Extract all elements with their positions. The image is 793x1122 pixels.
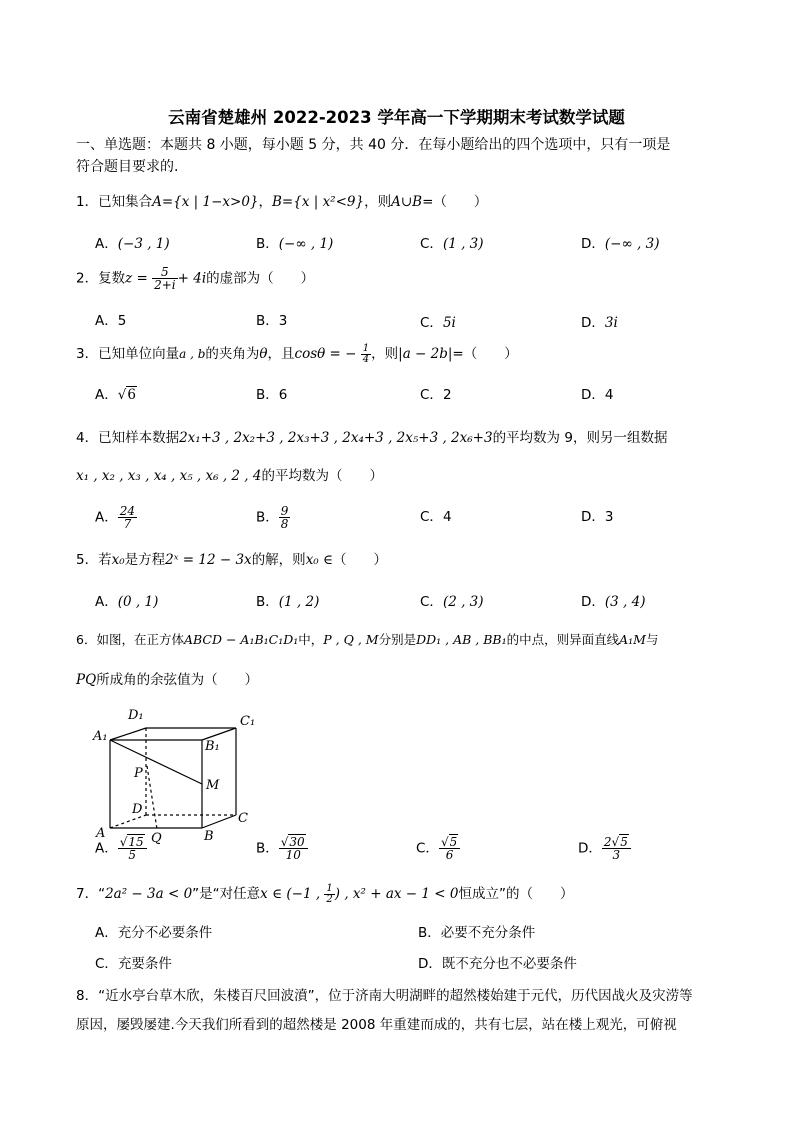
- q5-option-d[interactable]: D．(3 , 4): [581, 594, 646, 610]
- q6-option-b[interactable]: B． $\frac{√30}{10}$: [256, 836, 308, 861]
- q7-option-b[interactable]: B．必要不充分条件: [418, 925, 536, 941]
- question-8-line-2: 原因，屡毁屡建.今天我们所看到的超然楼是 2008 年重建而成的，共有七层，站在楼上观光，可俯视: [76, 1017, 677, 1033]
- q1-option-a[interactable]: A．(−3 , 1): [95, 236, 170, 252]
- q7-option-d[interactable]: D．既不充分也不必要条件: [418, 956, 577, 972]
- q2-option-a[interactable]: A．5: [95, 313, 127, 329]
- q7-option-c[interactable]: C．充要条件: [95, 956, 172, 972]
- q2-fraction: $\frac{5}{2+i}$: [154, 265, 176, 292]
- question-8: [76, 982, 746, 1040]
- q5-option-a[interactable]: A．(0 , 1): [95, 594, 159, 610]
- question-5: 5．若x₀是方程2ˣ = 12 − 3x的解，则x₀ ∈（ ）: [76, 552, 387, 568]
- q7-option-a[interactable]: A．充分不必要条件: [95, 925, 213, 941]
- q2-option-d[interactable]: D．3i: [581, 315, 618, 331]
- q6-option-d[interactable]: D． $\frac{2√5}{3}$: [578, 836, 631, 861]
- label-a: A: [96, 826, 106, 841]
- section-heading-line-2: 符合题目要求的.: [76, 159, 179, 175]
- q4-option-d[interactable]: D．3: [581, 509, 614, 525]
- question-3: 3．已知单位向量a , b的夹角为θ，且cosθ = − $\frac{1}{4}$ ，则|a − 2b|=（ ）: [76, 342, 518, 365]
- q6-option-a[interactable]: A． $\frac{√15}{5}$: [95, 836, 147, 861]
- label-d1: D₁: [128, 708, 144, 723]
- cube-figure: [88, 700, 268, 845]
- question-6-line-2: PQ所成角的余弦值为（ ）: [76, 672, 259, 688]
- q5-option-c[interactable]: C．(2 , 3): [420, 594, 484, 610]
- q4-option-c[interactable]: C．4: [420, 509, 452, 525]
- q6-option-c[interactable]: C． $\frac{√5}{6}$: [416, 836, 460, 861]
- label-q: Q: [151, 831, 162, 845]
- question-8-line-1: 8．“近水亭台草木欣，朱楼百尺回波濆”，位于济南大明湖畔的超然楼始建于元代，历代因战火及灾涝等: [76, 988, 693, 1004]
- question-7: 7．“2a² − 3a < 0”是“对任意x ∈ (−1 , $\frac{1}{2}$ ) , x² + ax − 1 < 0恒成立”的（ ）: [76, 882, 574, 905]
- q2-option-b[interactable]: B．3: [256, 313, 288, 329]
- label-c1: C₁: [240, 714, 256, 729]
- q3-option-d[interactable]: D．4: [581, 387, 614, 403]
- question-2: 2．复数z = $\frac{5}{2+i}$ + 4i的虚部为（ ）: [76, 265, 315, 292]
- q3-option-a[interactable]: A．√6: [95, 387, 136, 403]
- q4-option-b[interactable]: B． $\frac{9}{8}$: [256, 504, 289, 531]
- q3-option-c[interactable]: C．2: [420, 387, 452, 403]
- label-b1: B₁: [205, 739, 220, 754]
- segment-a1m: [110, 740, 202, 784]
- section-heading: [76, 134, 746, 178]
- question-6: 6．如图，在正方体ABCD − A₁B₁C₁D₁中，P , Q , M分别是DD₁ , AB , BB₁的中点，则异面直线A₁M与: [76, 632, 659, 647]
- label-c: C: [238, 811, 248, 826]
- q5-option-b[interactable]: B．(1 , 2): [256, 594, 320, 610]
- q1-option-c[interactable]: C．(1 , 3): [420, 236, 484, 252]
- section-heading-line-1: 一、单选题：本题共 8 小题，每小题 5 分，共 40 分．在每小题给出的四个选项中，只有一项是: [76, 137, 671, 153]
- label-p: P: [134, 766, 143, 781]
- edge-a1d1: [110, 728, 146, 740]
- segment-pq: [147, 766, 157, 829]
- edge-bc: [202, 815, 236, 828]
- label-b: B: [204, 829, 214, 844]
- label-a1: A₁: [93, 729, 108, 744]
- question-1: 1．已知集合A={x | 1−x>0}，B={x | x²<9}，则A∪B=（ ）: [76, 194, 488, 210]
- sqrt-symbol: √6: [117, 387, 136, 403]
- q4-option-a[interactable]: A． $\frac{24}{7}$: [95, 504, 136, 531]
- label-d: D: [132, 802, 143, 817]
- label-m: M: [206, 778, 220, 793]
- q1-option-d[interactable]: D．(−∞ , 3): [581, 236, 660, 252]
- q3-option-b[interactable]: B．6: [256, 387, 288, 403]
- page-title: 云南省楚雄州 2022-2023 学年高一下学期期末考试数学试题: [168, 108, 625, 127]
- question-4: 4．已知样本数据2x₁+3 , 2x₂+3 , 2x₃+3 , 2x₄+3 , 2x₅+3 , 2x₆+3的平均数为 9，则另一组数据: [76, 430, 668, 446]
- q3-fraction: $\frac{1}{4}$: [362, 342, 370, 365]
- question-4-line-2: x₁ , x₂ , x₃ , x₄ , x₅ , x₆ , 2 , 4的平均数为（ ）: [76, 468, 383, 484]
- q1-option-b[interactable]: B．(−∞ , 1): [256, 236, 334, 252]
- q2-option-c[interactable]: C．5i: [420, 315, 456, 331]
